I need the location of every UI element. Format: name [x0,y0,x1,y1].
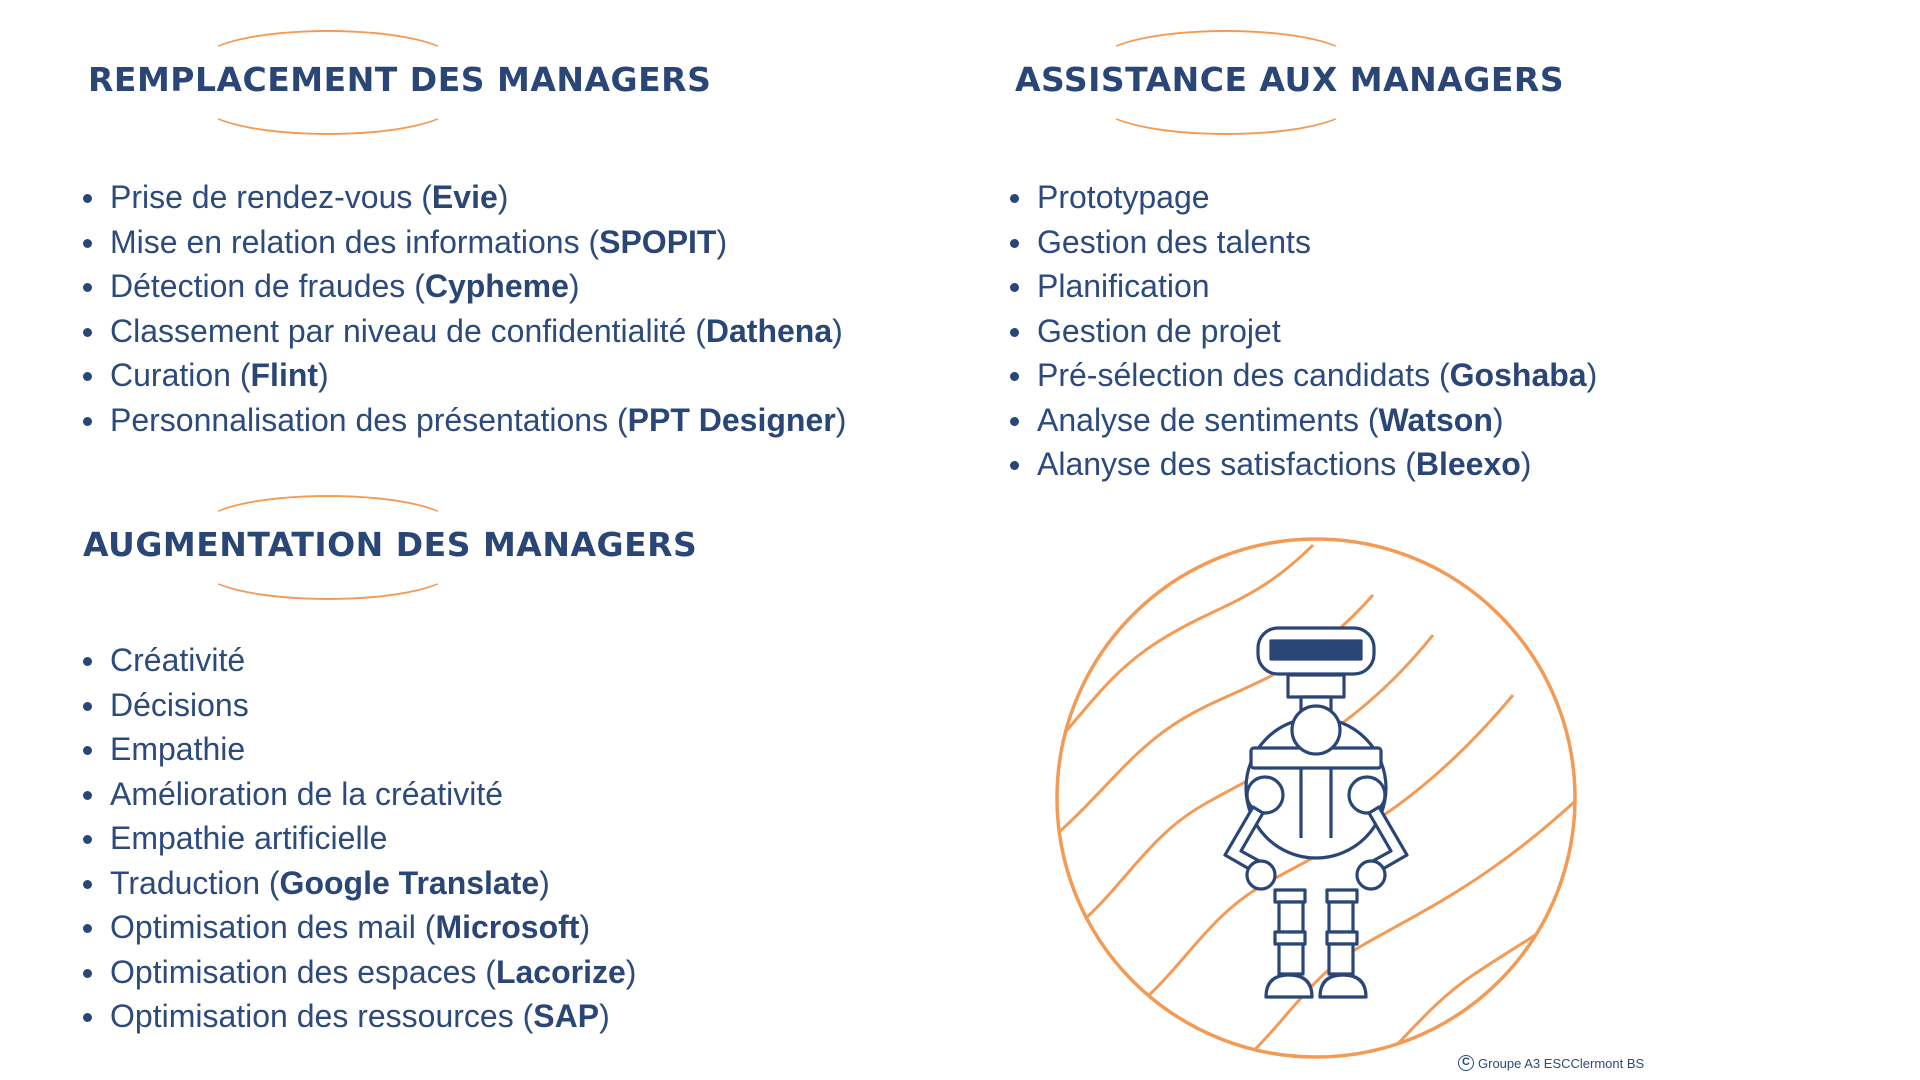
item-text: Alanyse des satisfactions [1037,446,1397,482]
item-text: Empathie artificielle [110,820,388,856]
item-text: Curation [110,357,231,393]
list-item [1037,309,1597,354]
section-title-augmentation: AUGMENTATION DES MANAGERS [83,525,698,564]
list-item: Optimisation des espaces (Lacorize) [110,950,636,995]
item-tool: Google Translate [279,864,540,901]
item-text: Classement par niveau de confidentialité [110,312,687,349]
item-tool: SAP [533,998,600,1034]
list-item: Personnalisation des présentations (PPT Designer) [110,398,846,443]
list-item: Classement par niveau de confidentialité (Dathena) [110,309,846,354]
replacement-list [80,175,846,442]
list-item: Analyse de sentiments (Watson) [1037,398,1597,443]
item-text: Optimisation des mail [110,909,416,945]
item-text: Traduction [110,864,260,901]
copyright-icon: C [1458,1055,1474,1071]
assistance-list [1007,175,1597,487]
list-item [110,638,636,683]
list-item: Curation (Flint) [110,353,846,398]
item-text: Gestion de projet [1037,312,1281,349]
title-ornament-bottom [202,540,454,600]
item-tool: Flint [250,357,319,393]
copyright-notice [1458,1055,1644,1071]
item-tool: Microsoft [435,909,580,945]
list-item: Mise en relation des informations (SPOPIT) [110,220,846,265]
item-text: Détection de fraudes [110,268,406,304]
title-ornament-bottom [1100,75,1352,135]
list-item [110,727,636,772]
item-text: Optimisation des ressources [110,998,514,1034]
list-item: Alanyse des satisfactions (Bleexo) [1037,442,1597,487]
item-tool: Bleexo [1415,446,1521,482]
list-item [110,816,636,861]
item-text: Planification [1037,268,1210,304]
list-item: Optimisation des mail (Microsoft) [110,905,636,950]
list-item: Optimisation des ressources (SAP) [110,994,636,1039]
item-text: Mise en relation des informations [110,223,580,260]
item-text: Décisions [110,686,249,723]
section-title-replacement: REMPLACEMENT DES MANAGERS [88,60,712,99]
list-item [1037,220,1597,265]
item-text: Personnalisation des présentations [110,401,609,438]
list-item: Prise de rendez-vous (Evie) [110,175,846,220]
item-text: Analyse de sentiments [1037,401,1359,438]
item-text: Gestion des talents [1037,223,1311,260]
list-item: Traduction (Google Translate) [110,861,636,906]
augmentation-list [80,638,636,1039]
item-tool: Dathena [705,312,833,349]
item-tool: PPT Designer [627,401,836,438]
item-text: Pré-sélection des candidats [1037,357,1431,393]
item-text: Optimisation des espaces [110,953,477,990]
item-tool: Watson [1378,401,1493,438]
list-item: Détection de fraudes (Cypheme) [110,264,846,309]
list-item [110,772,636,817]
item-text: Créativité [110,642,246,678]
list-item [1037,264,1597,309]
list-item [110,683,636,728]
item-text: Prototypage [1037,179,1210,215]
list-item [1037,175,1597,220]
section-title-assistance: ASSISTANCE AUX MANAGERS [1015,60,1565,99]
item-tool: Evie [431,179,498,215]
item-tool: SPOPIT [599,223,717,260]
list-item: Pré-sélection des candidats (Goshaba) [1037,353,1597,398]
item-text: Amélioration de la créativité [110,775,504,812]
item-text: Empathie [110,731,246,767]
item-tool: Goshaba [1449,357,1587,393]
copyright-text: Groupe A3 ESCClermont BS [1478,1055,1645,1071]
robot-icon [1053,535,1579,1061]
item-text: Prise de rendez-vous [110,179,413,215]
title-ornament-bottom [202,75,454,135]
item-tool: Cypheme [424,268,569,304]
item-tool: Lacorize [495,953,626,990]
